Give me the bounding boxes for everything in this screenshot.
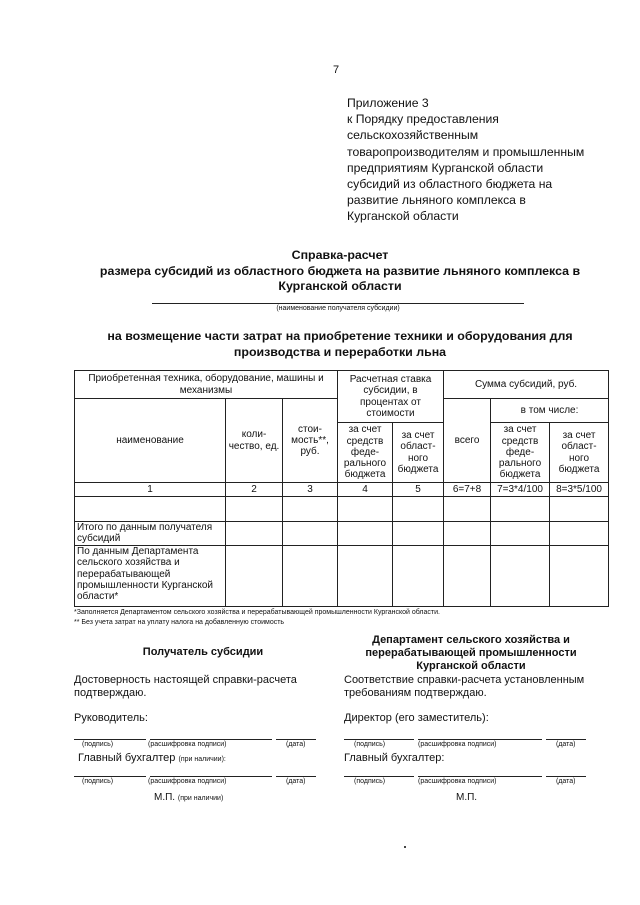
signature-decode-caption: (расшифровка подписи) [418,778,497,785]
date-caption: (дата) [286,778,306,785]
header-federal-sum: за счет средств феде-рального бюджета [491,423,550,483]
title-line: размера субсидий из областного бюджета на развитие льняного комплекса в [99,263,581,278]
table-cell[interactable] [550,522,609,546]
recipient-confirm-text: Достоверность настоящей справки-расчета подтверждаю. [74,674,297,699]
appendix-block [347,95,627,225]
date-caption: (дата) [556,741,576,748]
table-cell[interactable] [444,522,491,546]
signature-decode-line[interactable] [418,776,542,777]
signature-caption: (подпись) [354,741,386,748]
row-label: Итого по данным получателя субсидий [75,522,226,546]
col-number: 1 [75,483,226,497]
table-cell[interactable] [491,546,550,607]
table-row-empty [75,497,609,522]
table-row-department [75,546,609,607]
header-cost: стои-мость**, руб. [283,399,338,483]
date-caption: (дата) [286,741,306,748]
header-regional-sum: за счет област-ного бюджета [550,423,609,483]
col-number: 2 [226,483,283,497]
table-cell[interactable] [444,497,491,522]
signature-decode-caption: (расшифровка подписи) [418,741,497,748]
col-number: 7=3*4/100 [491,483,550,497]
appendix-line: развитие льняного комплекса в [347,193,526,208]
date-line[interactable] [546,776,586,777]
header-quantity: коли-чество, ед. [226,399,283,483]
header-name: наименование [75,399,226,483]
signature-caption: (подпись) [82,741,114,748]
table-row-recipient-total [75,522,609,546]
header-equipment: Приобретенная техника, оборудование, машины и механизмы [75,371,338,399]
subsidy-table [74,370,609,607]
signature-line[interactable] [74,776,146,777]
scan-dot [404,846,406,848]
signature-line[interactable] [344,776,414,777]
col-number: 3 [283,483,338,497]
table-cell[interactable] [338,522,393,546]
appendix-line: сельскохозяйственным [347,128,479,143]
signature-line[interactable] [74,739,146,740]
recipient-name-line[interactable] [152,303,524,304]
header-federal: за счет средств феде-рального бюджета [338,423,393,483]
document-subtitle [40,329,640,360]
signature-decode-caption: (расшифровка подписи) [148,741,227,748]
department-heading: Департамент сельского хозяйства и перерабатывающей промышленности Курганской области [365,634,577,672]
table-cell[interactable] [491,522,550,546]
col-number: 5 [393,483,444,497]
col-number: 6=7+8 [444,483,491,497]
department-head-label: Директор (его заместитель): [344,712,489,724]
table-cell[interactable] [444,546,491,607]
appendix-line: субсидий из областного бюджета на [347,177,553,192]
footnote-department: *Заполняется Департаментом сельского хозяйства и перерабатывающей промышленности Курганской области. [74,609,440,616]
header-rate: Расчетная ставка субсидии, в процентах от стоимости [338,371,444,423]
table-cell[interactable] [283,546,338,607]
recipient-head-label: Руководитель: [74,712,148,724]
table-cell[interactable] [393,497,444,522]
table-cell[interactable] [283,522,338,546]
header-including: в том числе: [491,399,609,423]
appendix-line: Курганской области [347,209,459,224]
table-cell[interactable] [550,497,609,522]
appendix-line: к Порядку предоставления [347,112,499,127]
signature-caption: (подпись) [82,778,114,785]
appendix-line: Приложение 3 [347,96,429,110]
col-number: 8=3*5/100 [550,483,609,497]
row-label: По данным Департамента сельского хозяйства и перерабатывающей промышленности Курганской области* [75,546,226,607]
title-line: Курганской области [278,279,402,293]
table-cell[interactable] [338,497,393,522]
date-line[interactable] [276,776,316,777]
signature-decode-line[interactable] [418,739,542,740]
appendix-line: предприятиям Курганской области [347,160,544,175]
subtitle-line: производства и переработки льна [233,344,447,359]
signature-decode-line[interactable] [150,739,272,740]
stamp-place: М.П. (при наличии) [154,792,224,803]
stamp-place: М.П. [456,792,478,803]
signature-line[interactable] [344,739,414,740]
page-number: 7 [333,64,340,76]
table-cell[interactable] [393,522,444,546]
recipient-accountant-label: Главный бухгалтер (при наличии): [78,752,226,764]
recipient-caption: (наименование получателя субсидии) [276,305,400,312]
table-cell[interactable] [338,546,393,607]
table-cell[interactable] [283,497,338,522]
header-regional: за счет област-ного бюджета [393,423,444,483]
department-accountant-label: Главный бухгалтер: [344,752,445,764]
signature-caption: (подпись) [354,778,386,785]
header-sum: Сумма субсидий, руб. [444,371,609,399]
document-title [40,248,640,295]
table-cell[interactable] [75,497,226,522]
recipient-heading: Получатель субсидии [142,646,264,658]
subtitle-line: на возмещение части затрат на приобретение техники и оборудования для [107,329,573,343]
table-cell[interactable] [226,497,283,522]
col-number: 4 [338,483,393,497]
signature-decode-caption: (расшифровка подписи) [148,778,227,785]
table-cell[interactable] [491,497,550,522]
title-line: Справка-расчет [291,248,389,262]
header-total: всего [444,399,491,483]
department-confirm-text: Соответствие справки-расчета установленным требованиям подтверждаю. [344,674,585,699]
footnote-vat: ** Без учета затрат на уплату налога на добавленную стоимость [74,619,285,626]
signature-decode-line[interactable] [150,776,272,777]
date-caption: (дата) [556,778,576,785]
table-cell[interactable] [550,546,609,607]
table-cell[interactable] [393,546,444,607]
table-cell[interactable] [226,546,283,607]
date-line[interactable] [276,739,316,740]
appendix-line: товаропроизводителям и промышленным [347,144,585,159]
date-line[interactable] [546,739,586,740]
table-cell[interactable] [226,522,283,546]
